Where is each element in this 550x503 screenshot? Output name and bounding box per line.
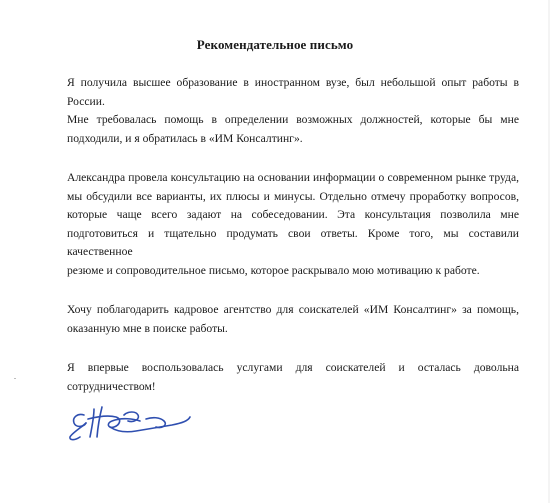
handwritten-signature [64, 397, 194, 447]
paragraph-line: Я получила высшее образование в иностранном вузе, был небольшой опыт работы в России. [67, 76, 519, 108]
letter-body [67, 74, 519, 417]
paragraph-2 [67, 169, 519, 280]
paragraph-line: сотрудничеством! [67, 379, 156, 393]
paragraph-line: Мне требовалась помощь в определении возможных должностей, которые бы мне [67, 113, 519, 126]
paragraph-line: резюме и сопроводительное письмо, которое раскрывало мою мотивацию к работе. [67, 263, 480, 277]
paragraph-line: Хочу поблагодарить кадровое агентство для соискателей «ИМ Консалтинг» за помощь, [67, 303, 519, 316]
paragraph-3 [67, 301, 519, 338]
paragraph-line: которые чаще всего задают на собеседовании. Эта консультация позволила мне [67, 208, 519, 221]
paragraph-line: Александра провела консультацию на основании информации о современном рынке труда, [67, 171, 519, 184]
paragraph-4 [67, 359, 519, 396]
paragraph-line: Я впервые воспользовалась услугами для соискателей и осталась довольна [67, 361, 519, 374]
paragraph-line: мы обсудили все варианты, их плюсы и минусы. Отдельно отмечу проработку вопросов, [67, 189, 519, 203]
signature-strokes [70, 407, 190, 440]
paragraph-line: оказанную мне в поиске работы. [67, 321, 228, 335]
paragraph-line: подготовиться и тщательно продумать свои ответы. Кроме того, мы составили качественное [67, 226, 519, 258]
paragraph-line: подходили, и я обратилась в «ИМ Консалтинг». [67, 131, 303, 145]
paragraph-1 [67, 74, 519, 148]
margin-mark [14, 378, 16, 379]
letter-title: Рекомендательное письмо [196, 37, 354, 52]
